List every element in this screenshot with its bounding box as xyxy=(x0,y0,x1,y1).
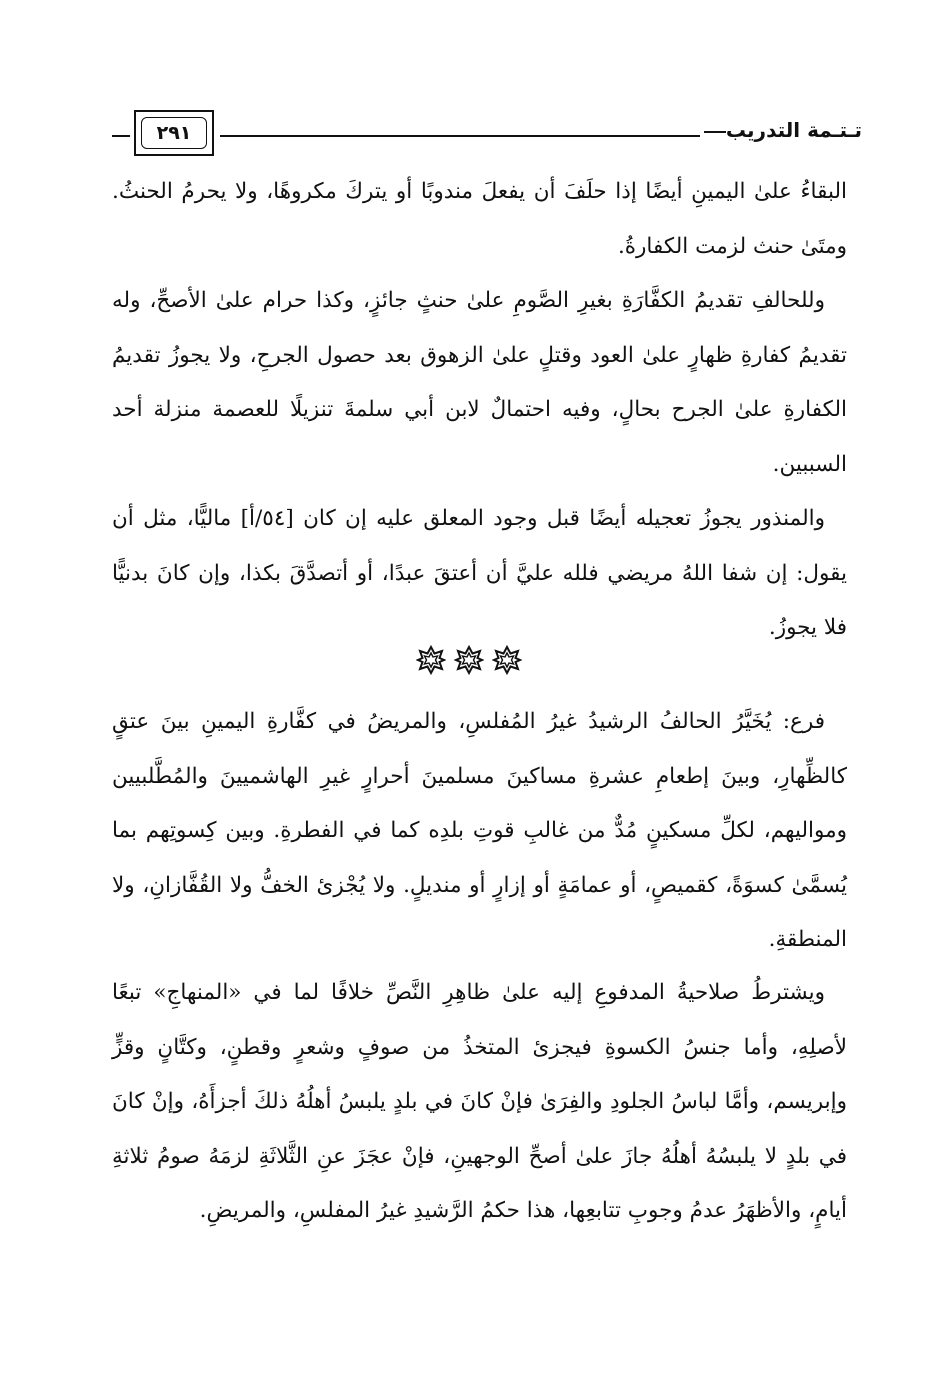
title-dash xyxy=(704,131,726,133)
paragraph-3 xyxy=(112,492,847,656)
paragraph-text: ويشترطُ صلاحيةُ المدفوعِ إليه علىٰ ظاهِرِ النَّصِّ خلافًا لما في «المنهاجِ» تبعًا لأصلِهِ، وأما جنسُ الكسوةِ فيجزئ المتخذُ من صوفٍ وشعرٍ وقطنٍ، وكتَّانٍ وقزٍّ وإبريسم، وأمَّا لباسُ الجلودِ والفِرَىٰ فإنْ كانَ في بلدٍ يلبسُ أهلُهُ ذلكَ أجزأَهُ، وإنْ كانَ في بلدٍ لا يلبسُهُ أهلُهُ جازَ علىٰ أصحِّ الوجهينِ، فإنْ عجَزَ عنِ الثَّلاثَةِ لزمَهُ صومُ ثلاثةِ أيامٍ، والأظهَرُ عدمُ وجوبِ تتابعِها، هذا حكمُ الرَّشيدِ غيرُ المفلسِ، والمريضِ. xyxy=(112,980,847,1223)
header-rule-left xyxy=(112,135,130,137)
star-ornament-icon xyxy=(492,645,522,675)
page-number-frame xyxy=(134,110,214,156)
paragraph-1 xyxy=(112,165,847,274)
running-title-wrap xyxy=(700,118,862,142)
paragraph-2 xyxy=(112,274,847,492)
paragraph-5 xyxy=(112,966,847,1239)
running-title: تـتـمة التدريب xyxy=(725,118,862,142)
page-number: ٢٩١ xyxy=(156,122,192,144)
star-ornament-icon xyxy=(454,645,484,675)
paragraph-text: البقاءُ علىٰ اليمينِ أيضًا إذا حلَفَ أن يفعلَ مندوبًا أو يتركَ مكروهًا، ولا يحرمُ الحنثُ. ومتَىٰ حنث لزمت الكفارةُ. xyxy=(112,179,847,259)
star-ornament-icon xyxy=(416,645,446,675)
paragraph-text: والمنذور يجوزُ تعجيله أيضًا قبل وجود المعلق عليه إن كان [٥٤/أ] ماليًّا، مثل أن يقول: إن شفا اللهُ مريضي فلله عليَّ أن أعتقَ عبدًا، أو أتصدَّقَ بكذا، وإن كانَ بدنيًّا فلا يجوزُ. xyxy=(112,506,847,640)
paragraph-4 xyxy=(112,695,847,968)
header-rule-right xyxy=(220,135,717,137)
paragraph-text: وللحالفِ تقديمُ الكفَّارَةِ بغيرِ الصَّومِ علىٰ حنثٍ جائزٍ، وكذا حرام علىٰ الأصحِّ، وله تقديمُ كفارةِ ظهارٍ علىٰ العود وقتلٍ علىٰ الزهوق بعد حصول الجرحِ، ولا يجوزُ تقديمُ الكفارةِ علىٰ الجرح بحالٍ، وفيه احتمالٌ لابن أبي سلمةَ تنزيلًا للعصمة منزلة أحد السببين. xyxy=(112,288,847,477)
page-header xyxy=(112,108,862,158)
paragraph-text: فرع: يُخَيَّرُ الحالفُ الرشيدُ غيرُ المُفلسِ، والمريضُ في كفَّارةِ اليمينِ بينَ عتقٍ كالظِّهارِ، وبينَ إطعامِ عشرةِ مساكينَ مسلمينَ أحرارٍ غيرِ الهاشميينَ والمُطَّلبيين ومواليهم، لكلِّ مسكينٍ مُدٌّ من غالبِ قوتِ بلدِه كما في الفطرةِ. وبين كِسوتِهم بما يُسمَّىٰ كسوَةً، كقميصٍ، أو عمامَةٍ أو إزارٍ أو منديلٍ. ولا يُجْزئ الخفُّ ولا القُفَّازانِ، ولا المنطقةِ. xyxy=(112,709,847,952)
page-number-frame-inner xyxy=(141,117,207,149)
section-divider xyxy=(0,645,937,685)
